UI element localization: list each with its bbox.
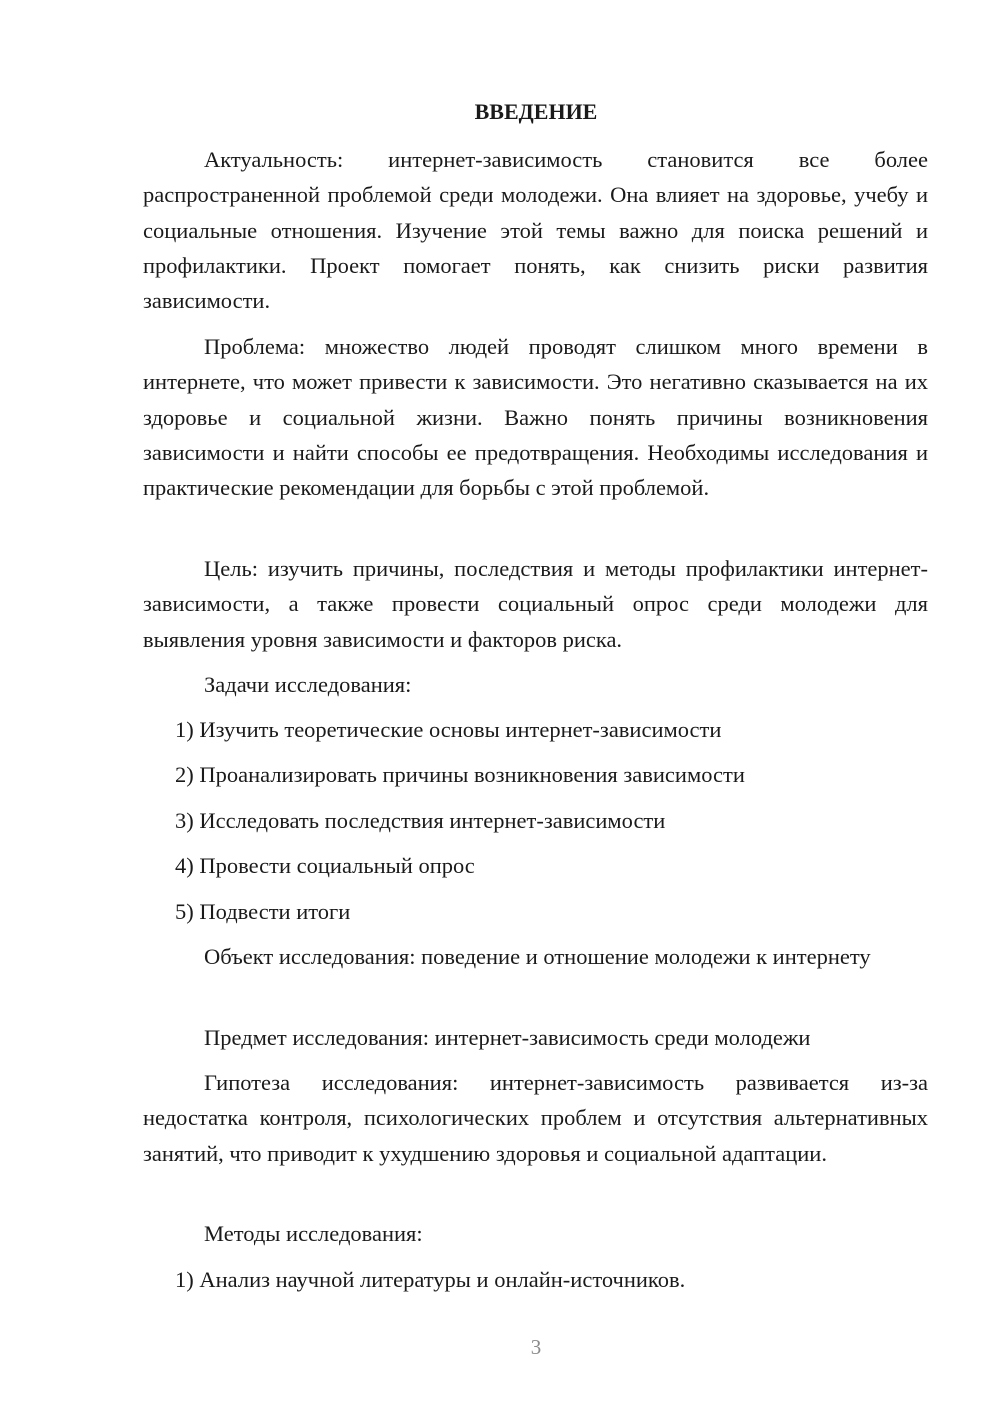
relevance-paragraph: Актуальность: интернет-зависимость становится все более распространенной проблемой среди молодежи. Она влияет на здоровье, учебу и социальные отношения. Изучение этой темы важно для поиска решений и профилактики. Проект помогает понять, как снизить риски развития зависимости. xyxy=(143,147,928,314)
list-item: 4) Провести социальный опрос xyxy=(175,853,475,878)
goal-paragraph: Цель: изучить причины, последствия и методы профилактики интернет-зависимости, а также провести социальный опрос среди молодежи для выявления уровня зависимости и факторов риска. xyxy=(143,556,928,652)
list-item: 5) Подвести итоги xyxy=(175,899,351,924)
list-item: 3) Исследовать последствия интернет-зависимости xyxy=(175,808,666,833)
tasks-heading: Задачи исследования: xyxy=(204,672,412,697)
list-item: 1) Анализ научной литературы и онлайн-источников. xyxy=(175,1267,686,1292)
section-heading: ВВЕДЕНИЕ xyxy=(474,99,598,124)
methods-heading: Методы исследования: xyxy=(204,1221,423,1246)
list-item: 1) Изучить теоретические основы интернет-зависимости xyxy=(175,717,722,742)
object-paragraph: Объект исследования: поведение и отношение молодежи к интернету xyxy=(204,944,871,969)
problem-paragraph: Проблема: множество людей проводят слишком много времени в интернете, что может привести к зависимости. Это негативно сказывается на их здоровье и социальной жизни. Важно понять причины возникновения зависимости и найти способы ее предотвращения. Необходимы исследования и практические рекомендации для борьбы с этой проблемой. xyxy=(143,334,928,501)
subject-paragraph: Предмет исследования: интернет-зависимость среди молодежи xyxy=(204,1025,811,1050)
list-item: 2) Проанализировать причины возникновения зависимости xyxy=(175,762,745,787)
hypothesis-paragraph: Гипотеза исследования: интернет-зависимость развивается из-за недостатка контроля, психологических проблем и отсутствия альтернативных занятий, что приводит к ухудшению здоровья и социальной адаптации. xyxy=(143,1070,928,1166)
page-number: 3 xyxy=(530,1335,542,1359)
